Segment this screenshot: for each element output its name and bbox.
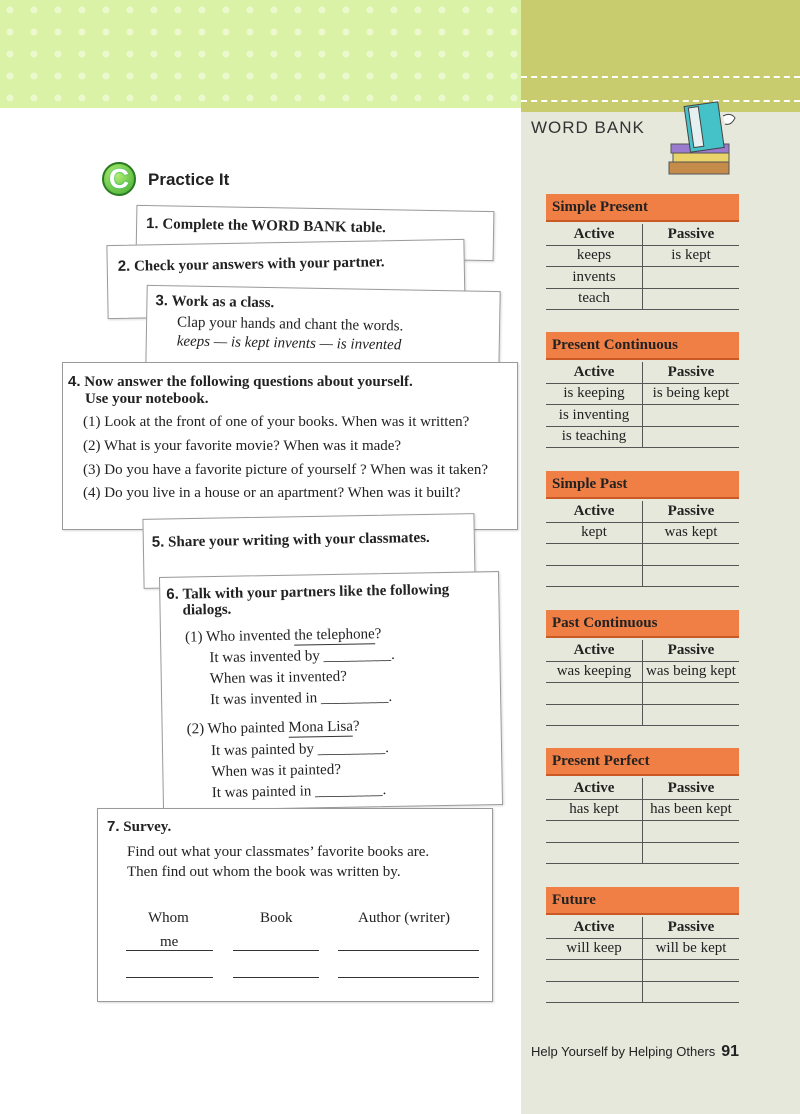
task-1-text: Complete the WORD BANK table.	[162, 216, 386, 237]
word-bank-col-header: Passive	[643, 778, 740, 799]
passive-cell[interactable]	[643, 288, 740, 310]
passive-cell[interactable]: will be kept	[643, 938, 740, 960]
task-3-line1: Clap your hands and chant the words.	[176, 314, 404, 335]
word-bank-col-header: Active	[546, 640, 643, 661]
task-3-number: 3.	[155, 292, 169, 310]
dialog-2-answer: Mona Lisa	[288, 718, 354, 736]
survey-first-value: me	[160, 934, 179, 950]
passive-cell[interactable]	[643, 704, 740, 726]
task-4-question-4: (4) Do you live in a house or an apartment? When was it built?	[83, 485, 461, 501]
dialog-2-line3: It was painted in _________.	[211, 782, 387, 802]
word-bank-col-header: Passive	[643, 501, 740, 522]
word-bank-row	[546, 383, 739, 405]
word-bank-col-header: Passive	[643, 917, 740, 938]
active-cell[interactable]	[546, 704, 643, 726]
word-bank-table	[546, 471, 739, 587]
footer	[531, 1043, 739, 1061]
task-6-text: Talk with your partners like the following	[182, 581, 450, 603]
active-cell[interactable]: keeps	[546, 245, 643, 267]
word-bank-row	[546, 426, 739, 448]
section-badge-icon	[102, 162, 136, 196]
task-2-number: 2.	[117, 257, 131, 275]
active-cell[interactable]: is teaching	[546, 426, 643, 448]
passive-cell[interactable]: was kept	[643, 522, 740, 544]
passive-cell[interactable]	[643, 426, 740, 448]
word-bank-row	[546, 544, 739, 566]
active-cell[interactable]	[546, 544, 643, 566]
word-bank-table-title: Future	[546, 887, 739, 915]
word-bank-table	[546, 887, 739, 1003]
word-bank-row	[546, 405, 739, 427]
word-bank-col-header: Passive	[643, 362, 740, 383]
task-4-question-2: (2) What is your favorite movie? When was it made?	[83, 438, 402, 454]
passive-cell[interactable]: was being kept	[643, 661, 740, 683]
survey-line[interactable]	[233, 977, 319, 978]
word-bank-col-header: Active	[546, 224, 643, 245]
active-cell[interactable]	[546, 981, 643, 1003]
active-cell[interactable]: kept	[546, 522, 643, 544]
task-7-line2: Then find out whom the book was written by.	[127, 864, 401, 880]
survey-line[interactable]	[338, 950, 479, 951]
task-6-number: 6.	[166, 585, 179, 603]
task-7-number: 7.	[107, 818, 120, 835]
task-3-line2: keeps — is kept invents — is invented	[176, 333, 402, 354]
active-cell[interactable]	[546, 565, 643, 587]
task-7-card	[97, 808, 493, 1002]
passive-cell[interactable]: is being kept	[643, 383, 740, 405]
book-stack-icon	[661, 96, 761, 180]
dialog-2-question: (2) Who painted Mona Lisa?	[186, 718, 360, 738]
word-bank-row	[546, 245, 739, 267]
active-cell[interactable]: teach	[546, 288, 643, 310]
word-bank-row	[546, 661, 739, 683]
passive-cell[interactable]	[643, 981, 740, 1003]
word-bank-title: WORD BANK	[531, 118, 645, 137]
task-4-text2: Use your notebook.	[85, 391, 209, 407]
task-4-question-3: (3) Do you have a favorite picture of yourself ? When was it taken?	[83, 462, 488, 478]
dialog-1-line2: When was it invented?	[209, 668, 347, 688]
word-bank-row	[546, 683, 739, 705]
word-bank-col-header: Passive	[643, 640, 740, 661]
task-2-text: Check your answers with your partner.	[133, 254, 385, 275]
word-bank-row	[546, 799, 739, 821]
word-bank-row	[546, 981, 739, 1003]
word-bank-row	[546, 267, 739, 289]
word-bank-col-header: Active	[546, 362, 643, 383]
active-cell[interactable]	[546, 821, 643, 843]
word-bank-row	[546, 704, 739, 726]
passive-cell[interactable]	[643, 842, 740, 864]
word-bank-table-title: Simple Past	[546, 471, 739, 499]
task-3-text: Work as a class.	[171, 293, 275, 312]
survey-line[interactable]	[126, 977, 213, 978]
passive-cell[interactable]	[643, 405, 740, 427]
top-decor-band	[0, 0, 521, 108]
active-cell[interactable]: invents	[546, 267, 643, 289]
dialog-1-line3: It was invented in _________.	[210, 688, 393, 709]
dialog-1-question: (1) Who invented the telephone?	[184, 626, 382, 646]
dialog-2-line1: It was painted by _________.	[210, 739, 390, 760]
active-cell[interactable]: has kept	[546, 799, 643, 821]
survey-line[interactable]	[338, 977, 479, 978]
task-4-number: 4.	[68, 373, 81, 390]
word-bank-table-title: Past Continuous	[546, 610, 739, 638]
dialog-1-line1: It was invented by _________.	[209, 646, 395, 667]
task-4-text: Now answer the following questions about yourself.	[84, 374, 413, 390]
task-4-card	[62, 362, 518, 530]
task-7-line1: Find out what your classmates’ favorite books are.	[127, 844, 430, 860]
active-cell[interactable]	[546, 842, 643, 864]
footer-text: Help Yourself by Helping Others	[531, 1044, 716, 1059]
passive-cell[interactable]	[643, 960, 740, 982]
word-bank-row	[546, 960, 739, 982]
passive-cell[interactable]	[643, 267, 740, 289]
dialog-2-line2: When was it painted?	[211, 761, 342, 781]
passive-cell[interactable]: is kept	[643, 245, 740, 267]
word-bank-col-header: Active	[546, 778, 643, 799]
word-bank-row	[546, 565, 739, 587]
word-bank-table-title: Present Perfect	[546, 748, 739, 776]
survey-line[interactable]	[126, 950, 213, 951]
word-bank-table	[546, 194, 739, 310]
passive-cell[interactable]	[643, 683, 740, 705]
task-6-text2: dialogs.	[182, 601, 232, 619]
active-cell[interactable]: is inventing	[546, 405, 643, 427]
task-7-text: Survey.	[123, 819, 172, 835]
word-bank-table	[546, 610, 739, 726]
task-6-card	[159, 571, 503, 811]
word-bank-row	[546, 522, 739, 544]
word-bank-col-header: Active	[546, 501, 643, 522]
survey-col-whom: Whom	[148, 910, 189, 926]
word-bank-row	[546, 821, 739, 843]
page-number: 91	[721, 1043, 740, 1060]
word-bank-table-title: Simple Present	[546, 194, 739, 222]
word-bank-row	[546, 842, 739, 864]
word-bank-col-header: Active	[546, 917, 643, 938]
active-cell[interactable]	[546, 960, 643, 982]
task-4-question-1: (1) Look at the front of one of your books. When was it written?	[83, 414, 470, 430]
word-bank-row	[546, 288, 739, 310]
passive-cell[interactable]	[643, 544, 740, 566]
section-letter: C	[108, 163, 130, 194]
word-bank-table	[546, 748, 739, 864]
word-bank-table-title: Present Continuous	[546, 332, 739, 360]
active-cell[interactable]: was keeping	[546, 661, 643, 683]
passive-cell[interactable]	[643, 821, 740, 843]
section-title: Practice It	[148, 170, 230, 189]
passive-cell[interactable]: has been kept	[643, 799, 740, 821]
dialog-1-answer: the telephone	[294, 626, 375, 644]
task-5-number: 5.	[151, 533, 165, 551]
task-1-number: 1.	[145, 215, 159, 233]
active-cell[interactable]: is keeping	[546, 383, 643, 405]
survey-col-author: Author (writer)	[358, 910, 451, 926]
task-5-text: Share your writing with your classmates.	[167, 529, 430, 551]
survey-col-book: Book	[260, 910, 293, 926]
survey-line[interactable]	[233, 950, 319, 951]
active-cell[interactable]	[546, 683, 643, 705]
word-bank-col-header: Passive	[643, 224, 740, 245]
word-bank-row	[546, 938, 739, 960]
active-cell[interactable]: will keep	[546, 938, 643, 960]
word-bank-table	[546, 332, 739, 448]
passive-cell[interactable]	[643, 565, 740, 587]
